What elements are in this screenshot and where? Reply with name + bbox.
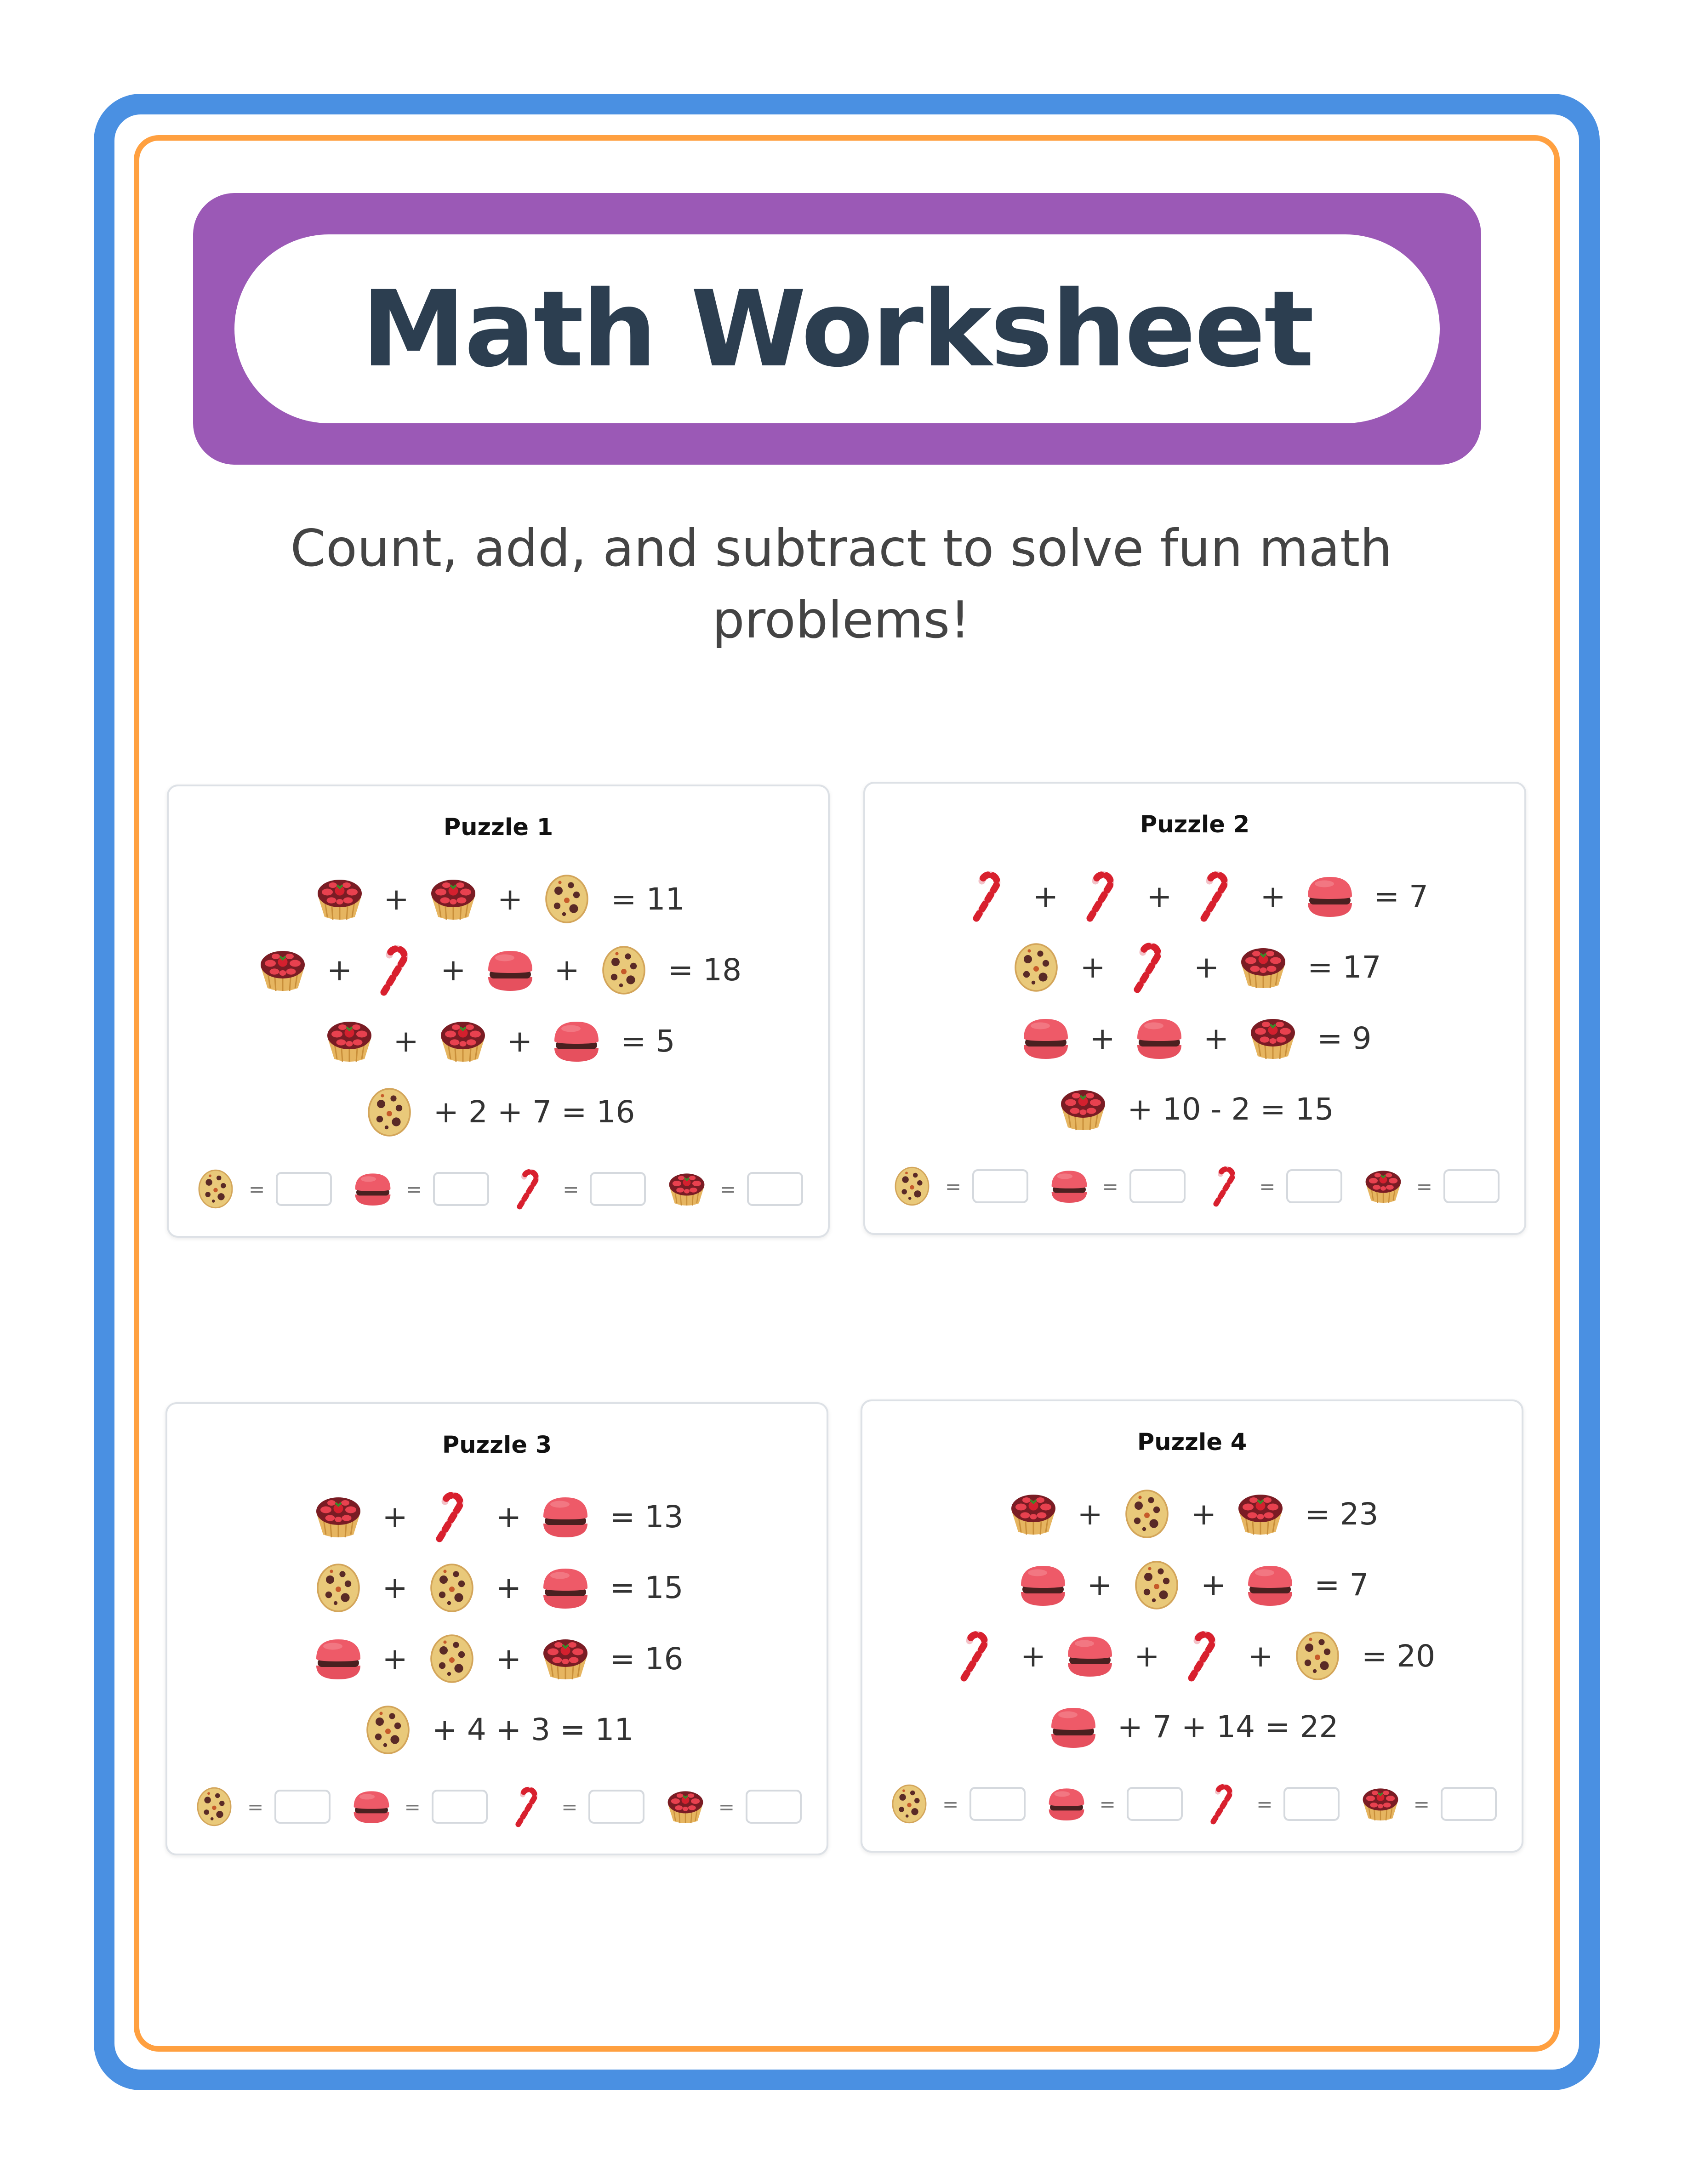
equals-sign: = [718,1795,735,1818]
tart-icon [1233,1486,1288,1541]
answer-input-macaron[interactable] [433,1172,489,1206]
answer-input-candy-cane[interactable] [1286,1169,1342,1203]
macaron-icon [349,1785,393,1829]
macaron-icon [1132,1011,1187,1066]
equals-sign: = [1099,1792,1116,1815]
answer-input-macaron[interactable] [432,1790,488,1824]
macaron-icon [311,1631,366,1686]
tart-icon [311,1489,366,1544]
equation-text: + [496,1641,522,1677]
equation-text: = 9 [1317,1020,1372,1056]
answer-row [194,1167,803,1211]
answer-input-tart[interactable] [747,1172,803,1206]
equation-text: = 11 [611,881,685,917]
equation-row [167,1623,827,1695]
tart-icon [1361,1164,1405,1208]
equation-row [169,935,828,1006]
cookie-icon [360,1702,416,1757]
answer-cookie [194,1167,332,1211]
equation-text: + 7 + 14 = 22 [1117,1709,1339,1745]
cookie-icon [424,1560,479,1615]
tart-icon [1358,1782,1403,1826]
equation-text: + [1248,1638,1273,1674]
macaron-icon [538,1560,593,1615]
macaron-icon [1046,1700,1101,1755]
cookie-icon [1119,1486,1175,1541]
equation-text: + [497,881,523,917]
answer-cookie [890,1164,1028,1208]
equation-text: = 23 [1305,1496,1379,1532]
tart-icon [1236,940,1291,995]
equation-text: + [1203,1020,1229,1056]
cookie-icon [311,1560,366,1615]
answer-input-macaron[interactable] [1127,1787,1183,1821]
equals-sign: = [1259,1175,1276,1198]
candy-cane-icon [424,1489,479,1544]
equation-row [167,1481,827,1553]
equals-sign: = [945,1175,962,1198]
cookie-icon [362,1085,417,1140]
candy-cane-icon [369,943,424,998]
candy-cane-icon [1189,869,1244,924]
answer-input-tart[interactable] [1441,1787,1497,1821]
equation-text: = 15 [610,1570,684,1606]
answer-tart [1358,1782,1497,1826]
candy-cane-icon [1201,1782,1245,1826]
equals-sign: = [1102,1175,1118,1198]
answer-macaron [351,1167,489,1211]
equation-text: + [1260,878,1286,914]
equation-text: + 10 - 2 = 15 [1127,1092,1334,1127]
macaron-icon [483,943,538,998]
puzzle-title: Puzzle 4 [1137,1429,1247,1456]
equals-sign: = [405,1177,422,1200]
equation-text: + 2 + 7 = 16 [433,1094,635,1130]
equation-text: + [1134,1638,1160,1674]
puzzle-card-3 [165,1402,828,1855]
puzzle-card-2 [863,782,1526,1235]
equals-sign: = [719,1177,736,1200]
equation-row [862,1550,1522,1621]
equals-sign: = [942,1792,959,1815]
instructions: Count, add, and subtract to solve fun math problems! [290,519,1392,650]
title-pill [234,234,1440,423]
answer-row [890,1164,1500,1208]
equation-row [865,861,1524,932]
equation-row [865,1003,1524,1074]
puzzle-card-1 [167,785,830,1238]
answer-row [192,1785,802,1829]
equation-list [167,1481,827,1765]
equation-row [169,1006,828,1077]
answer-tart [663,1785,802,1829]
equation-text: = 17 [1307,950,1381,985]
equals-sign: = [404,1795,421,1818]
tart-icon [312,871,367,927]
answer-input-candy-cane[interactable] [588,1790,644,1824]
tart-icon [435,1013,490,1069]
answer-input-tart[interactable] [1443,1169,1500,1203]
answer-tart [1361,1164,1500,1208]
cookie-icon [194,1167,238,1211]
candy-cane-icon [1204,1164,1248,1208]
answer-input-macaron[interactable] [1129,1169,1186,1203]
equation-text: = 20 [1361,1638,1436,1674]
answer-input-tart[interactable] [746,1790,802,1824]
tart-icon [255,943,310,998]
macaron-icon [538,1489,593,1544]
equation-text: + [383,881,409,917]
equation-text: + [440,952,466,988]
macaron-icon [1044,1782,1089,1826]
cookie-icon [1009,940,1064,995]
equation-row [865,932,1524,1003]
candy-cane-icon [1075,869,1130,924]
answer-candy-cane [508,1167,646,1211]
answer-input-cookie[interactable] [969,1787,1026,1821]
candy-cane-icon [961,869,1016,924]
answer-macaron [1044,1782,1183,1826]
puzzle-title: Puzzle 2 [1140,811,1250,838]
equation-text: + [382,1641,408,1677]
answer-candy-cane [1204,1164,1342,1208]
macaron-icon [351,1167,395,1211]
answer-input-cookie[interactable] [972,1169,1028,1203]
candy-cane-icon [1176,1628,1232,1684]
title-banner [193,193,1481,465]
answer-input-candy-cane[interactable] [1283,1787,1340,1821]
equals-sign: = [249,1177,265,1200]
tart-icon [538,1631,593,1686]
puzzle-title: Puzzle 3 [442,1432,552,1459]
equation-text: + [382,1570,408,1606]
cookie-icon [887,1782,931,1826]
equation-text: = 13 [610,1499,684,1535]
answer-macaron [1047,1164,1186,1208]
equation-text: + [1077,1496,1103,1532]
tart-icon [1245,1011,1300,1066]
answer-row [887,1782,1497,1826]
tart-icon [1006,1486,1061,1541]
macaron-icon [1015,1558,1071,1613]
answer-input-cookie[interactable] [274,1790,331,1824]
macaron-icon [1018,1011,1073,1066]
equation-row [865,1074,1524,1145]
candy-cane-icon [949,1628,1004,1684]
puzzle-card-4 [861,1399,1523,1853]
equation-text: + [496,1570,522,1606]
equation-text: + [1191,1496,1217,1532]
puzzle-title: Puzzle 1 [443,814,553,841]
equation-text: + [1193,950,1220,985]
candy-cane-icon [1122,940,1177,995]
equals-sign: = [1256,1792,1273,1815]
cookie-icon [890,1164,934,1208]
equation-list [862,1479,1522,1763]
equation-row [169,864,828,935]
answer-input-cookie[interactable] [276,1172,332,1206]
equation-text: + [1032,878,1059,914]
answer-candy-cane [506,1785,644,1829]
equals-sign: = [1416,1175,1432,1198]
equation-text: + 4 + 3 = 11 [432,1712,634,1748]
candy-cane-icon [508,1167,552,1211]
equation-text: + [382,1499,408,1535]
cookie-icon [1129,1558,1184,1613]
equation-text: + [1080,950,1106,985]
macaron-icon [1062,1628,1118,1684]
answer-input-candy-cane[interactable] [590,1172,646,1206]
equation-text: + [496,1499,522,1535]
equation-text: = 18 [667,952,742,988]
page-title: Math Worksheet [361,267,1313,390]
equation-text: + [1089,1020,1115,1056]
equation-text: = 7 [1314,1567,1369,1603]
cookie-icon [1290,1628,1345,1684]
equals-sign: = [1413,1792,1430,1815]
macaron-icon [1047,1164,1091,1208]
cookie-icon [424,1631,479,1686]
equation-text: + [1087,1567,1112,1603]
tart-icon [1055,1082,1111,1137]
equation-row [862,1621,1522,1692]
cookie-icon [539,871,594,927]
equation-text: + [1146,878,1172,914]
answer-cookie [887,1782,1026,1826]
equation-row [862,1479,1522,1550]
equation-list [865,861,1524,1145]
equation-text: + [1020,1638,1046,1674]
macaron-icon [1243,1558,1298,1613]
equation-text: + [1200,1567,1226,1603]
equation-row [167,1695,827,1766]
equals-sign: = [247,1795,264,1818]
candy-cane-icon [506,1785,550,1829]
equation-text: = 5 [621,1023,675,1059]
equation-row [862,1692,1522,1763]
macaron-icon [1302,869,1357,924]
equation-text: + [393,1023,419,1059]
equals-sign: = [563,1177,579,1200]
tart-icon [426,871,481,927]
equation-text: = 7 [1374,878,1429,914]
equation-text: = 16 [610,1641,684,1677]
equation-list [169,864,828,1148]
answer-macaron [349,1785,488,1829]
equation-text: + [326,952,353,988]
equation-row [169,1077,828,1148]
answer-candy-cane [1201,1782,1340,1826]
equation-row [167,1553,827,1624]
tart-icon [663,1785,707,1829]
answer-tart [665,1167,803,1211]
macaron-icon [549,1013,604,1069]
cookie-icon [192,1785,236,1829]
answer-cookie [192,1785,331,1829]
equation-text: + [507,1023,533,1059]
tart-icon [665,1167,709,1211]
equals-sign: = [561,1795,578,1818]
cookie-icon [596,943,651,998]
equation-text: + [554,952,580,988]
tart-icon [322,1013,377,1069]
